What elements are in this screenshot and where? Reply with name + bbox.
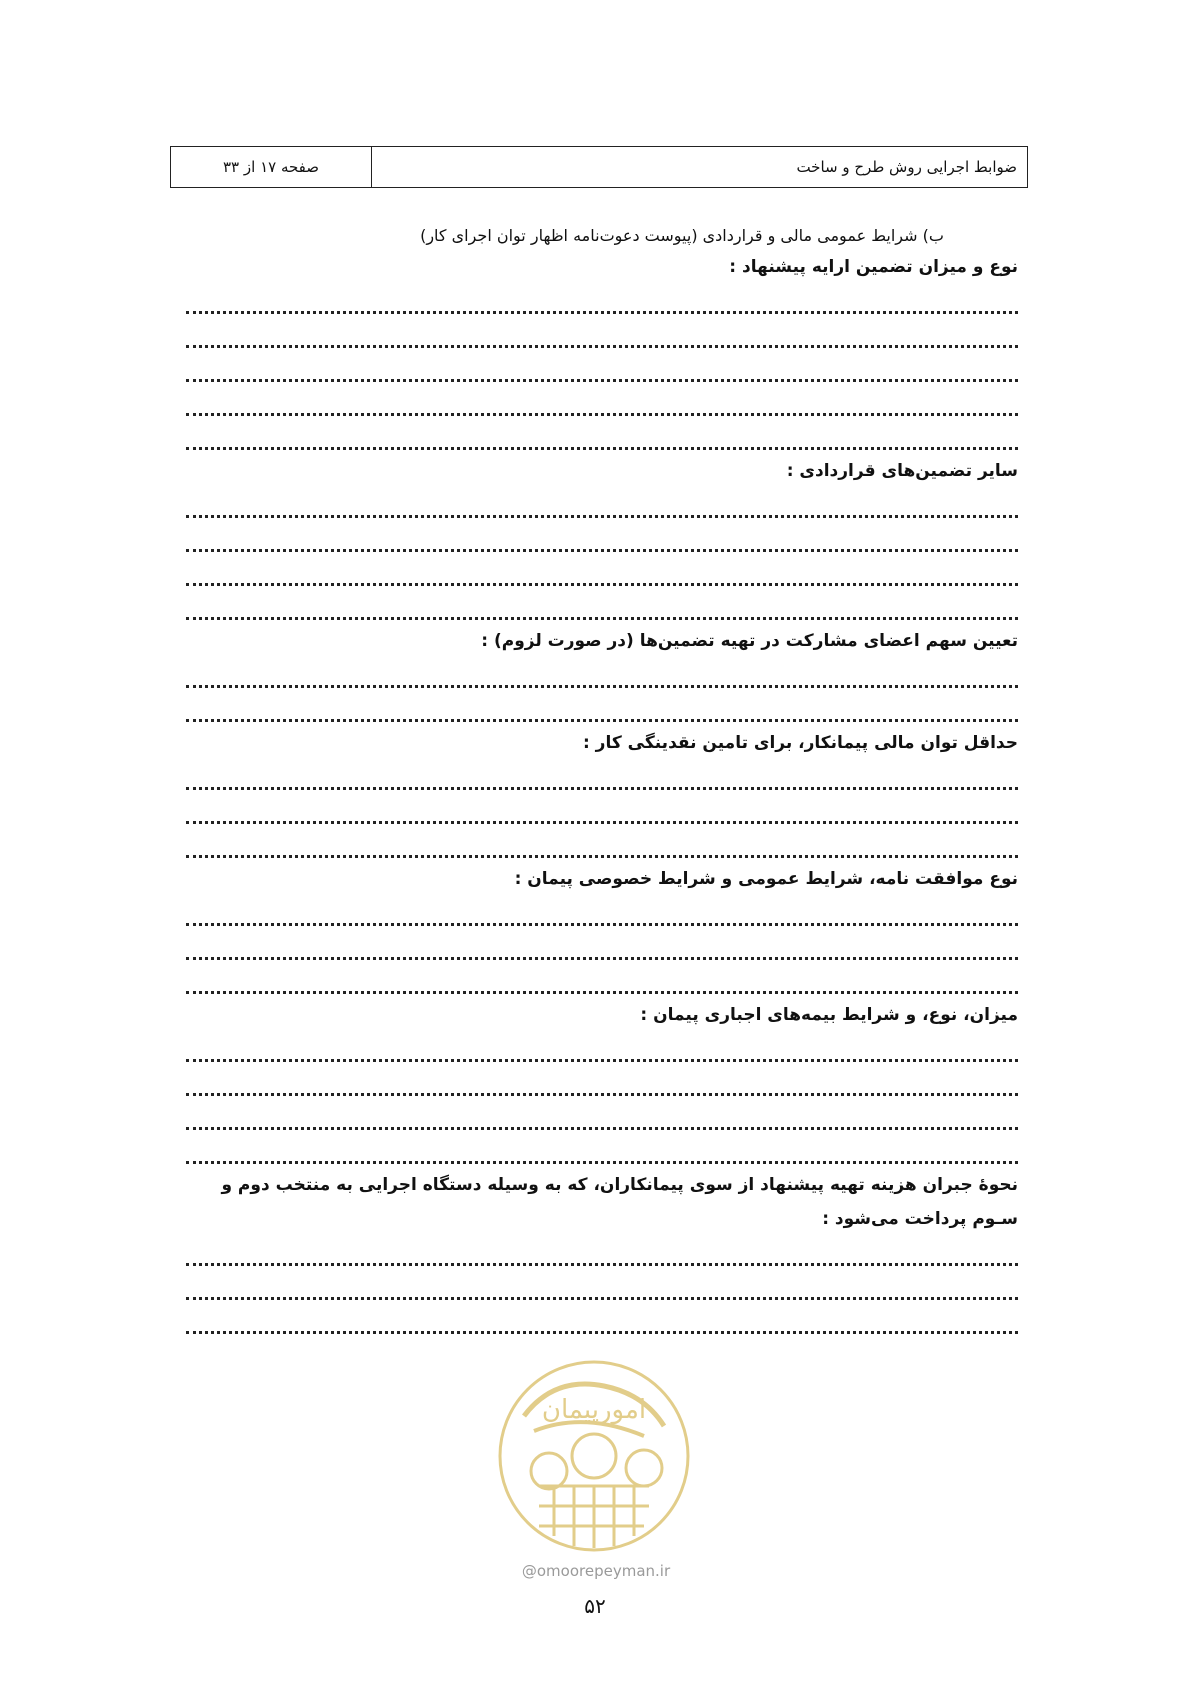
dotted-answer-line[interactable] (186, 1066, 1018, 1100)
dotted-answer-line[interactable] (186, 420, 1018, 454)
section-heading: نوع و میزان تضمین ارایه پیشنهاد : (729, 257, 1018, 277)
page-number: ۵۲ (584, 1594, 606, 1618)
dotted-answer-line[interactable] (186, 556, 1018, 590)
document-title: ضوابط اجرایی روش طرح و ساخت (371, 147, 1027, 187)
section-heading: تعیین سهم اعضای مشارکت در تهیه تضمین‌ها (در صورت لزوم) : (481, 631, 1018, 651)
dotted-answer-line[interactable] (186, 1100, 1018, 1134)
dotted-answer-line[interactable] (186, 658, 1018, 692)
form-section (186, 624, 1018, 726)
dotted-answer-line[interactable] (186, 760, 1018, 794)
dotted-answer-line[interactable] (186, 1134, 1018, 1168)
section-intro: ب) شرایط عمومی مالی و قراردادی (پیوست دعوت‌نامه اظهار توان اجرای کار) (420, 226, 944, 245)
page-info: صفحه ۱۷ از ۳۳ (222, 158, 320, 176)
dotted-answer-line[interactable] (186, 1270, 1018, 1304)
dotted-answer-line[interactable] (186, 318, 1018, 352)
form-section (186, 998, 1018, 1168)
section-heading: حداقل توان مالی پیمانکار، برای تامین نقدینگی کار : (582, 733, 1018, 753)
dotted-answer-line[interactable] (186, 284, 1018, 318)
form-section (186, 250, 1018, 454)
dotted-answer-line[interactable] (186, 352, 1018, 386)
watermark-site: @omoorepeyman.ir (521, 1562, 671, 1580)
dotted-answer-line[interactable] (186, 590, 1018, 624)
dotted-answer-line[interactable] (186, 794, 1018, 828)
section-heading: سایر تضمین‌های قراردادی : (786, 461, 1018, 481)
dotted-answer-line[interactable] (186, 930, 1018, 964)
section-heading: نوع موافقت نامه، شرایط عمومی و شرایط خصوصی پیمان : (514, 869, 1018, 889)
section-heading: نحوهٔ جبران هزینه تهیه پیشنهاد از سوی پیمانکاران، که به وسیله دستگاه اجرایی به منتخب دوم و سـوم پرداخت می‌شود : (221, 1175, 1018, 1229)
dotted-answer-line[interactable] (186, 522, 1018, 556)
dotted-answer-line[interactable] (186, 386, 1018, 420)
dotted-answer-line[interactable] (186, 488, 1018, 522)
form-section (186, 862, 1018, 998)
dotted-answer-line[interactable] (186, 1032, 1018, 1066)
dotted-answer-line[interactable] (186, 896, 1018, 930)
form-section (186, 454, 1018, 624)
form-section (186, 726, 1018, 862)
dotted-answer-line[interactable] (186, 1304, 1018, 1338)
dotted-answer-line[interactable] (186, 692, 1018, 726)
page-header (170, 146, 1028, 188)
section-heading: میزان، نوع، و شرایط بیمه‌های اجباری پیمان : (640, 1005, 1018, 1025)
form-sections (186, 250, 1018, 1338)
dotted-answer-line[interactable] (186, 964, 1018, 998)
form-section (186, 1168, 1018, 1338)
watermark-seal-logo (494, 1356, 694, 1556)
dotted-answer-line[interactable] (186, 1236, 1018, 1270)
watermark-logo-text: امورپیمان (541, 1395, 647, 1425)
dotted-answer-line[interactable] (186, 828, 1018, 862)
form-content (186, 222, 1018, 1338)
